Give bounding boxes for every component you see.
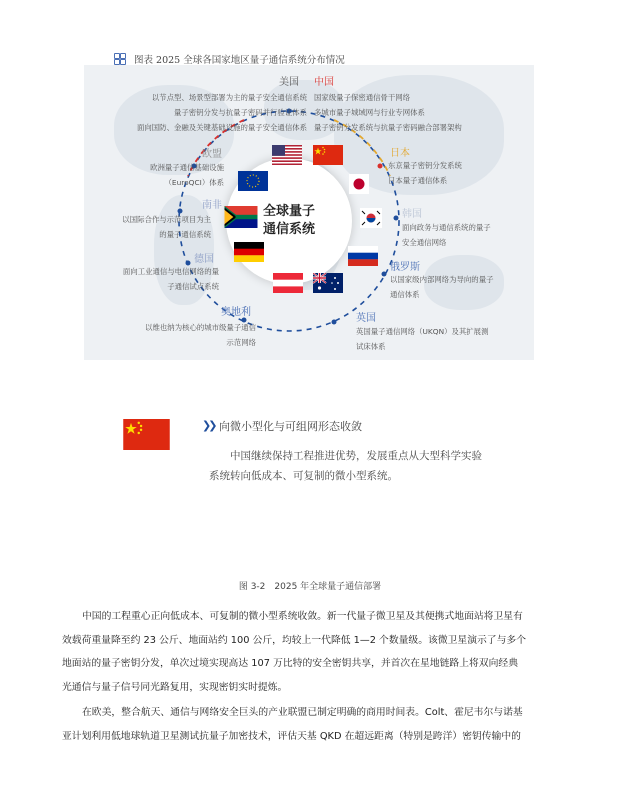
flag-southafrica-icon: [224, 206, 258, 228]
trend-body: [209, 446, 539, 486]
flag-austria-icon: [273, 273, 303, 293]
region-name-ru: 俄罗斯: [390, 262, 420, 273]
flag-eu-icon: [238, 171, 268, 191]
text-line: 效载荷重量降至约 23 公斤、地面站约 100 公斤，均较上一代降低 1—2 个数量级。该微卫星演示了与多个: [62, 634, 526, 646]
region-desc-ru: 以国家级内部网络为导向的量子 通信体系: [390, 275, 494, 300]
flag-korea-icon: [360, 208, 382, 228]
text-line: 在欧美，整合航天、通信与网络安全巨头的产业联盟已制定明确的商用时间表。Colt、霍尼韦尔与诺基: [82, 707, 523, 718]
double-chevron-right-icon: ❯❯: [202, 419, 215, 432]
region-desc-at: 以维也纳为核心的城市级量子通信 示范网络: [145, 323, 256, 348]
trend-line: 系统转向低成本、可复制的微小型系统。: [209, 470, 398, 482]
region-name-jp: 日本: [390, 148, 410, 159]
trend-line: 中国继续保持工程推进优势，发展重点从大型科学实验: [230, 450, 482, 462]
region-desc-de: 面向工业通信与电信网络的量 子通信试点系统: [122, 267, 219, 292]
region-name-usa: 美国: [279, 77, 299, 88]
region-name-at: 奥地利: [221, 307, 251, 318]
flag-germany-icon: [234, 242, 264, 262]
region-name-de: 德国: [194, 254, 214, 265]
region-desc-za: 以国际合作与示范项目为主 的量子通信系统: [122, 215, 211, 240]
region-desc-jp: 东京量子密钥分发系统 日本量子通信体系: [388, 161, 462, 186]
china-flag-icon: [123, 419, 170, 450]
figure-title: 图表 2025 全球各国家地区量子通信系统分布情况: [134, 55, 345, 66]
body-paragraph: [62, 701, 560, 748]
distribution-figure: [84, 48, 534, 360]
text-line: 地面站的量子密钥分发，单次过境实现高达 107 万比特的安全密钥共享，并首次在星地链路上将双向经典: [62, 658, 518, 669]
region-name-cn: 中国: [314, 77, 334, 88]
region-desc-kr: 面向政务与通信系统的量子 安全通信网络: [402, 223, 491, 248]
region-desc-uk: 英国量子通信网络（UKQN）及其扩展测 试床体系: [356, 327, 489, 352]
flag-china-icon: [313, 145, 343, 165]
center-label: 全球量子 通信系统: [262, 204, 315, 237]
region-name-uk: 英国: [356, 313, 376, 324]
region-name-za: 南非: [202, 200, 222, 211]
flag-russia-icon: [348, 246, 378, 266]
region-desc-cn: 国家级量子保密通信骨干网络 多城市量子城域网与行业专网体系 量子密钥分发系统与抗量子密码融合部署架构: [314, 93, 462, 133]
region-desc-eu: 欧洲量子通信基础设施 （EuroQCI）体系: [150, 163, 224, 188]
text-line: 光通信与量子信号同光路复用，实现密钥实时提炼。: [62, 681, 288, 693]
figure-caption: 图 3-2 2025 年全球量子通信部署: [238, 582, 382, 592]
region-name-kr: 韩国: [402, 209, 422, 220]
body-paragraph: [62, 605, 560, 699]
flag-usa-icon: [272, 145, 302, 165]
flag-japan-icon: [349, 174, 369, 194]
text-line: 亚计划利用低地球轨道卫星测试抗量子加密技术，评估天基 QKD 在超远距离（特别是跨洋）密钥传输中的: [62, 730, 521, 742]
region-name-eu: 欧盟: [202, 149, 222, 160]
trend-title: 向微小型化与可组网形态收敛: [219, 420, 362, 433]
region-desc-usa: 以节点型、场景型部署为主的量子安全通信系统 量子密钥分发与抗量子密码并行验证体系 面向国防、金融及关键基础设施的量子安全通信体系: [137, 93, 307, 133]
flag-australia-icon: [313, 273, 343, 293]
text-line: 中国的工程重心正向低成本、可复制的微小型系统收敛。新一代量子微卫星及其便携式地面站将卫星有: [82, 611, 523, 622]
